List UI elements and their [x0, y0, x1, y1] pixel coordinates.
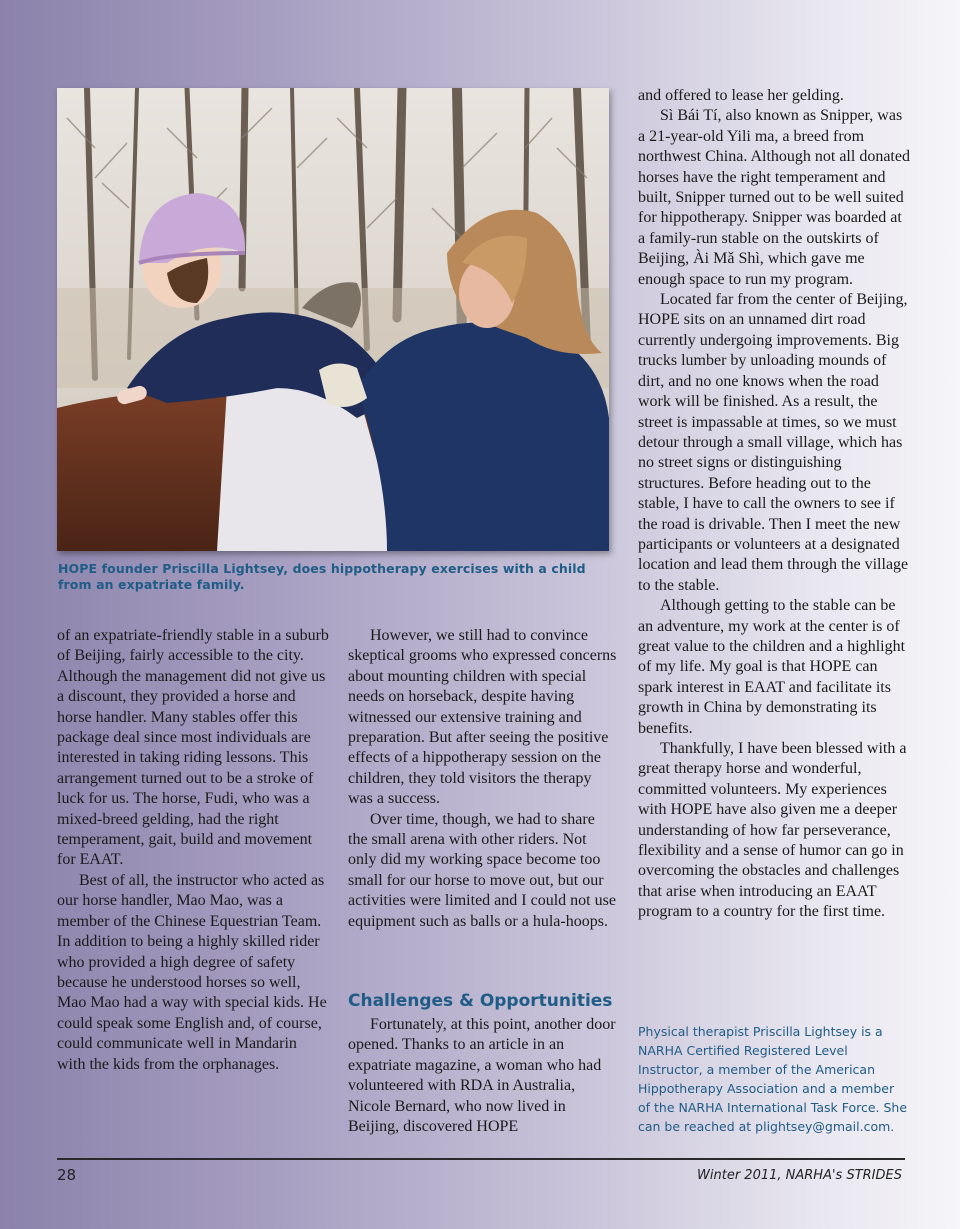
- article-column-2: [348, 626, 618, 932]
- paragraph: Although getting to the stable can be an adventure, my work at the center is of great value to the children and a highlight of my life. My goal is that HOPE can spark interest in EAAT and facilitate its growth in China by demonstrating its benefits.: [638, 597, 906, 737]
- article-column-1: [57, 626, 329, 1075]
- paragraph: of an expatriate-friendly stable in a suburb of Beijing, fairly accessible to the city. Although the management did not give us a discount, they provided a horse and horse handler. Many stables offer this package deal since most individuals are interested in taking riding lessons. This arrangement turned out to be a stroke of luck for us. The horse, Fudi, who was a mixed-breed gelding, had the right temperament, gait, build and movement for EAAT.: [57, 627, 329, 869]
- paragraph: Best of all, the instructor who acted as our horse handler, Mao Mao, was a member of the Chinese Equestrian Team. In addition to being a highly skilled rider who provided a high degree of safety because he understood horses so well, Mao Mao had a way with special kids. He could speak some English and, of course, could communicate well in Mandarin with the kids from the orphanages.: [57, 871, 327, 1073]
- paragraph: Over time, though, we had to share the small arena with other riders. Not only did my working space become too small for our horse to move out, but our activities were limited and I could not use equipment such as balls or a hula-hoops.: [348, 810, 616, 930]
- paragraph: and offered to lease her gelding.: [638, 87, 844, 104]
- issue-footer: Winter 2011, NARHA's STRIDES: [697, 1168, 902, 1183]
- article-photo: [57, 88, 609, 551]
- footer-divider: [57, 1158, 905, 1160]
- page-number: 28: [57, 1166, 77, 1184]
- section-heading: Challenges & Opportunities: [348, 991, 613, 1011]
- photo-illustration: [57, 88, 609, 551]
- article-column-3: [638, 86, 910, 923]
- article-column-2-continued: [348, 1015, 618, 1137]
- photo-caption: HOPE founder Priscilla Lightsey, does hippotherapy exercises with a child from an expatriate family.: [58, 561, 586, 592]
- author-bio: Physical therapist Priscilla Lightsey is a NARHA Certified Registered Level Instructor, a member of the American Hippotherapy Association and a member of the NARHA International Task Force. She can be reached at plightsey@gmail.com.: [638, 1024, 908, 1134]
- paragraph: However, we still had to convince skeptical grooms who expressed concerns about mounting children with special needs on horseback, despite having witnessed our extensive training and preparation. But after seeing the positive effects of a hippotherapy session on the children, they told visitors the therapy was a success.: [348, 627, 617, 808]
- paragraph: Thankfully, I have been blessed with a great therapy horse and wonderful, committed volunteers. My experiences with HOPE have also given me a deeper understanding of how far perseverance, flexibility and a sense of humor can go in overcoming the obstacles and challenges that arise when introducing an EAAT program to a country for the first time.: [638, 740, 907, 921]
- paragraph: Fortunately, at this point, another door opened. Thanks to an article in an expatriate magazine, a woman who had volunteered with RDA in Australia, Nicole Bernard, who now lived in Beijing, discovered HOPE: [348, 1016, 616, 1136]
- paragraph: Located far from the center of Beijing, HOPE sits on an unnamed dirt road currently undergoing improvements. Big trucks lumber by unloading mounds of dirt, and no one knows when the road work will be finished. As a result, the street is impassable at times, so we must detour through a small village, which has no street signs or distinguishing structures. Before heading out to the stable, I have to call the owners to see if the road is drivable. Then I meet the new participants or volunteers at a designated location and lead them through the village to the stable.: [638, 291, 909, 594]
- paragraph: Sì Bái Tí, also known as Snipper, was a 21-year-old Yili ma, a breed from northwest China. Although not all donated horses have the right temperament and built, Snipper turned out to be well suited for hippotherapy. Snipper was boarded at a family-run stable on the outskirts of Beijing, Ài Mǎ Shì, which gave me enough space to run my program.: [638, 107, 910, 288]
